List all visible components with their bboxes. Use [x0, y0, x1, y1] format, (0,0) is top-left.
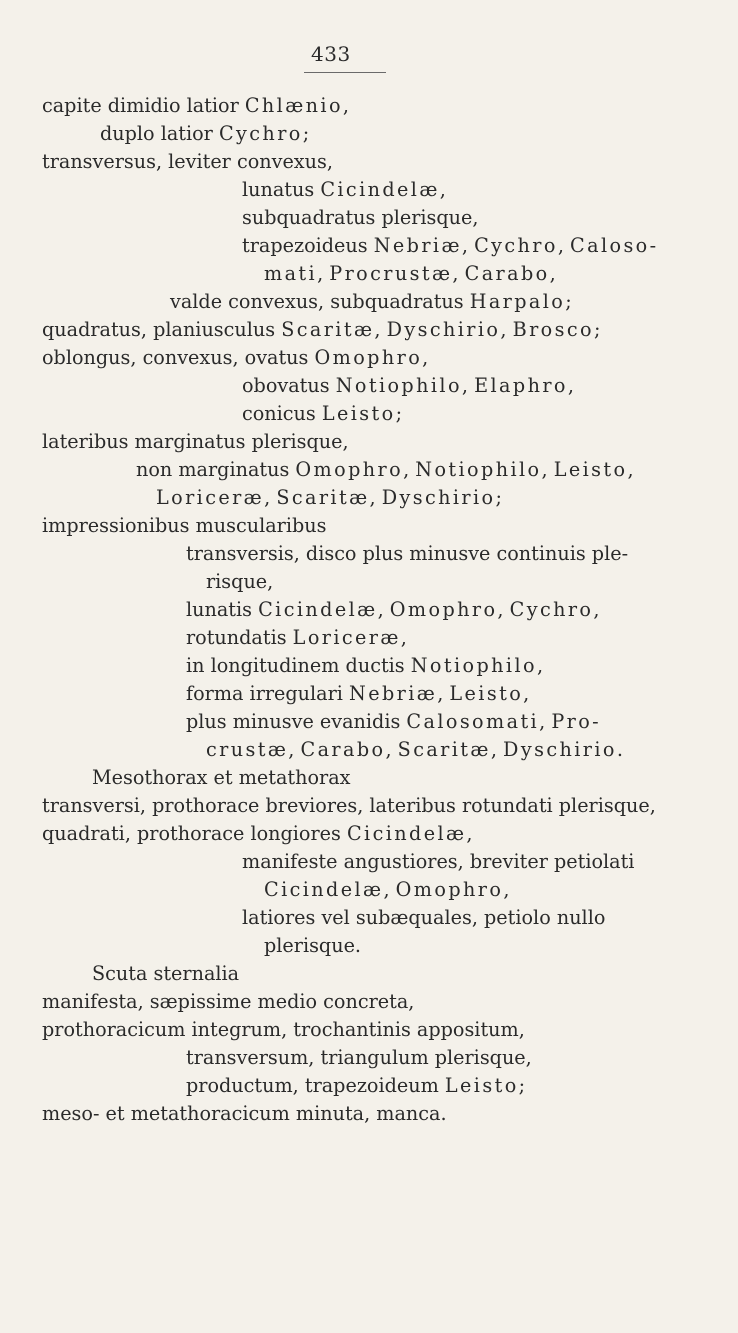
text-segment: ,	[317, 262, 330, 285]
spaced-name: Loriceræ	[156, 486, 265, 509]
text-segment: transversis, disco plus minusve continuis ple-	[186, 542, 629, 565]
text-segment: ,	[383, 878, 396, 901]
text-line	[42, 1018, 525, 1042]
spaced-name: Leisto	[553, 458, 628, 481]
text-segment: in longitudinem ductis	[186, 654, 411, 677]
text-line	[42, 430, 349, 454]
spaced-name: Elaphro	[474, 374, 568, 397]
spaced-name: Cicindelæ	[258, 598, 378, 621]
spaced-name: Omophro	[314, 346, 423, 369]
text-segment: ,	[403, 458, 416, 481]
spaced-name: Scaritæ	[281, 318, 375, 341]
text-line	[42, 346, 428, 370]
spaced-name: Nebriæ	[373, 234, 462, 257]
text-segment: manifeste angustiores, breviter petiolati	[242, 850, 635, 873]
text-segment: ,	[422, 346, 429, 369]
spaced-name: Notiophilo	[410, 654, 537, 677]
spaced-name: Caloso-	[570, 234, 659, 257]
text-segment: ,	[342, 94, 350, 117]
text-segment: risque,	[206, 570, 274, 593]
text-line	[264, 934, 361, 958]
text-segment: ,	[497, 598, 510, 621]
text-line	[264, 262, 556, 286]
text-segment: ,	[536, 654, 544, 677]
text-segment: ,	[452, 262, 465, 285]
spaced-name: crustæ	[206, 738, 289, 761]
text-line	[100, 122, 309, 146]
text-segment: quadratus, planiusculus	[42, 318, 282, 341]
text-segment: Scuta sternalia	[92, 962, 240, 985]
text-segment: ,	[490, 738, 504, 761]
text-segment: lunatus	[242, 178, 321, 201]
text-segment: lateribus marginatus plerisque,	[42, 430, 349, 453]
text-segment: ;	[395, 402, 403, 425]
text-segment: non marginatus	[136, 458, 296, 481]
text-segment: plus minusve evanidis	[186, 710, 407, 733]
spaced-name: Dyschirio	[386, 318, 501, 341]
text-segment: ,	[264, 486, 277, 509]
spaced-name: Scaritæ	[397, 738, 491, 761]
text-segment: ,	[400, 626, 407, 649]
text-line	[242, 178, 446, 202]
spaced-name: Loriceræ	[292, 626, 401, 649]
text-segment: transversum, triangulum plerisque,	[186, 1046, 532, 1069]
spaced-name: Nebriæ	[349, 682, 438, 705]
spaced-name: Cicindelæ	[346, 822, 467, 845]
text-segment: .	[616, 738, 623, 761]
text-line	[242, 234, 659, 258]
text-segment: ,	[523, 682, 530, 705]
text-segment: duplo latior	[100, 122, 219, 145]
spaced-name: Procrustæ	[329, 262, 453, 285]
text-segment: capite dimidio latior	[42, 94, 245, 117]
text-segment: meso- et metathoracicum minuta, manca.	[42, 1102, 447, 1125]
text-segment: ,	[369, 486, 382, 509]
text-line	[242, 374, 574, 398]
spaced-name: Notiophilo	[415, 458, 542, 481]
text-segment: ,	[466, 822, 473, 845]
text-segment: ,	[439, 178, 446, 201]
spaced-name: Notiophilo	[335, 374, 462, 397]
spaced-name: Dyschirio	[381, 486, 496, 509]
text-segment: productum, trapezoideum	[186, 1074, 445, 1097]
spaced-name: Cychro	[474, 234, 558, 257]
text-line	[264, 878, 509, 902]
spaced-name: Leisto	[449, 682, 524, 705]
text-segment: ;	[495, 486, 502, 509]
text-segment: lunatis	[186, 598, 259, 621]
text-segment: ,	[377, 598, 390, 621]
page-number-rule	[304, 72, 386, 73]
text-segment: subquadratus plerisque,	[242, 206, 479, 229]
text-segment: rotundatis	[186, 626, 293, 649]
spaced-name: Dyschirio	[503, 738, 617, 761]
text-segment: ,	[385, 738, 398, 761]
text-line	[186, 1074, 525, 1098]
text-line	[186, 654, 543, 678]
text-segment: plerisque.	[264, 934, 362, 957]
text-line	[136, 458, 634, 482]
text-line	[206, 570, 273, 594]
spaced-name: Calosomati	[406, 710, 540, 733]
text-segment: ;	[518, 1074, 526, 1097]
page-number: 433	[311, 42, 351, 66]
text-line	[186, 682, 529, 706]
text-line	[92, 962, 239, 986]
text-segment: manifesta, sæpissime medio concreta,	[42, 990, 415, 1013]
text-line	[42, 990, 414, 1014]
text-segment: quadrati, prothorace longiores	[42, 822, 347, 845]
text-segment: latiores vel subæquales, petiolo nullo	[242, 906, 606, 929]
spaced-name: mati	[264, 262, 318, 285]
text-segment: obovatus	[242, 374, 336, 397]
spaced-name: Leisto	[321, 402, 396, 425]
text-line	[42, 150, 333, 174]
text-segment: prothoracicum integrum, trochantinis appositum,	[42, 1018, 525, 1041]
text-segment: transversi, prothorace breviores, lateribus rotundati plerisque,	[42, 794, 656, 817]
text-segment: impressionibus muscularibus	[42, 514, 327, 537]
text-segment: ,	[461, 374, 475, 397]
text-line	[186, 598, 599, 622]
text-segment: ,	[461, 234, 475, 257]
text-segment: ,	[503, 878, 510, 901]
spaced-name: Pro-	[551, 710, 602, 733]
text-segment: ,	[374, 318, 387, 341]
text-segment: forma irregulari	[186, 682, 350, 705]
text-segment: trapezoideus	[242, 234, 374, 257]
text-segment: valde convexus, subquadratus	[170, 290, 470, 313]
spaced-name: Omophro	[295, 458, 404, 481]
text-line	[242, 206, 479, 230]
spaced-name: Cychro	[218, 122, 303, 145]
text-segment: conicus	[242, 402, 322, 425]
text-line	[156, 486, 502, 510]
text-segment: ;	[302, 122, 310, 145]
text-segment: ,	[288, 738, 301, 761]
spaced-name: Leisto	[444, 1074, 519, 1097]
spaced-name: Brosco	[512, 318, 594, 341]
text-line	[242, 906, 605, 930]
spaced-name: Cicindelæ	[320, 178, 440, 201]
text-segment: ,	[437, 682, 450, 705]
text-line	[42, 318, 600, 342]
text-segment: ,	[541, 458, 554, 481]
spaced-name: Harpalo	[469, 290, 566, 313]
text-segment: ,	[627, 458, 634, 481]
text-line	[92, 766, 350, 790]
spaced-name: Omophro	[389, 598, 498, 621]
text-line	[242, 850, 634, 874]
text-segment: ,	[567, 374, 574, 397]
text-segment: transversus, leviter convexus,	[42, 150, 333, 173]
text-line	[170, 290, 572, 314]
text-line	[186, 542, 628, 566]
spaced-name: Carabo	[300, 738, 386, 761]
text-line	[206, 738, 623, 762]
spaced-name: Cicindelæ	[264, 878, 384, 901]
text-line	[186, 710, 601, 734]
text-segment: ;	[565, 290, 572, 313]
spaced-name: Cychro	[509, 598, 594, 621]
text-segment: ,	[593, 598, 600, 621]
text-segment: ,	[549, 262, 556, 285]
text-line	[42, 822, 473, 846]
text-line	[42, 794, 656, 818]
spaced-name: Omophro	[395, 878, 504, 901]
text-line	[42, 94, 349, 118]
spaced-name: Chlænio	[244, 94, 343, 117]
text-segment: Mesothorax et metathorax	[92, 766, 351, 789]
text-segment: ,	[557, 234, 571, 257]
spaced-name: Carabo	[464, 262, 550, 285]
text-line	[186, 1046, 532, 1070]
text-line	[42, 1102, 447, 1126]
text-line	[42, 514, 326, 538]
text-line	[186, 626, 407, 650]
spaced-name: Scaritæ	[276, 486, 370, 509]
text-line	[242, 402, 402, 426]
text-segment: ,	[500, 318, 513, 341]
text-segment: ;	[593, 318, 601, 341]
text-segment: ,	[539, 710, 552, 733]
text-segment: oblongus, convexus, ovatus	[42, 346, 315, 369]
